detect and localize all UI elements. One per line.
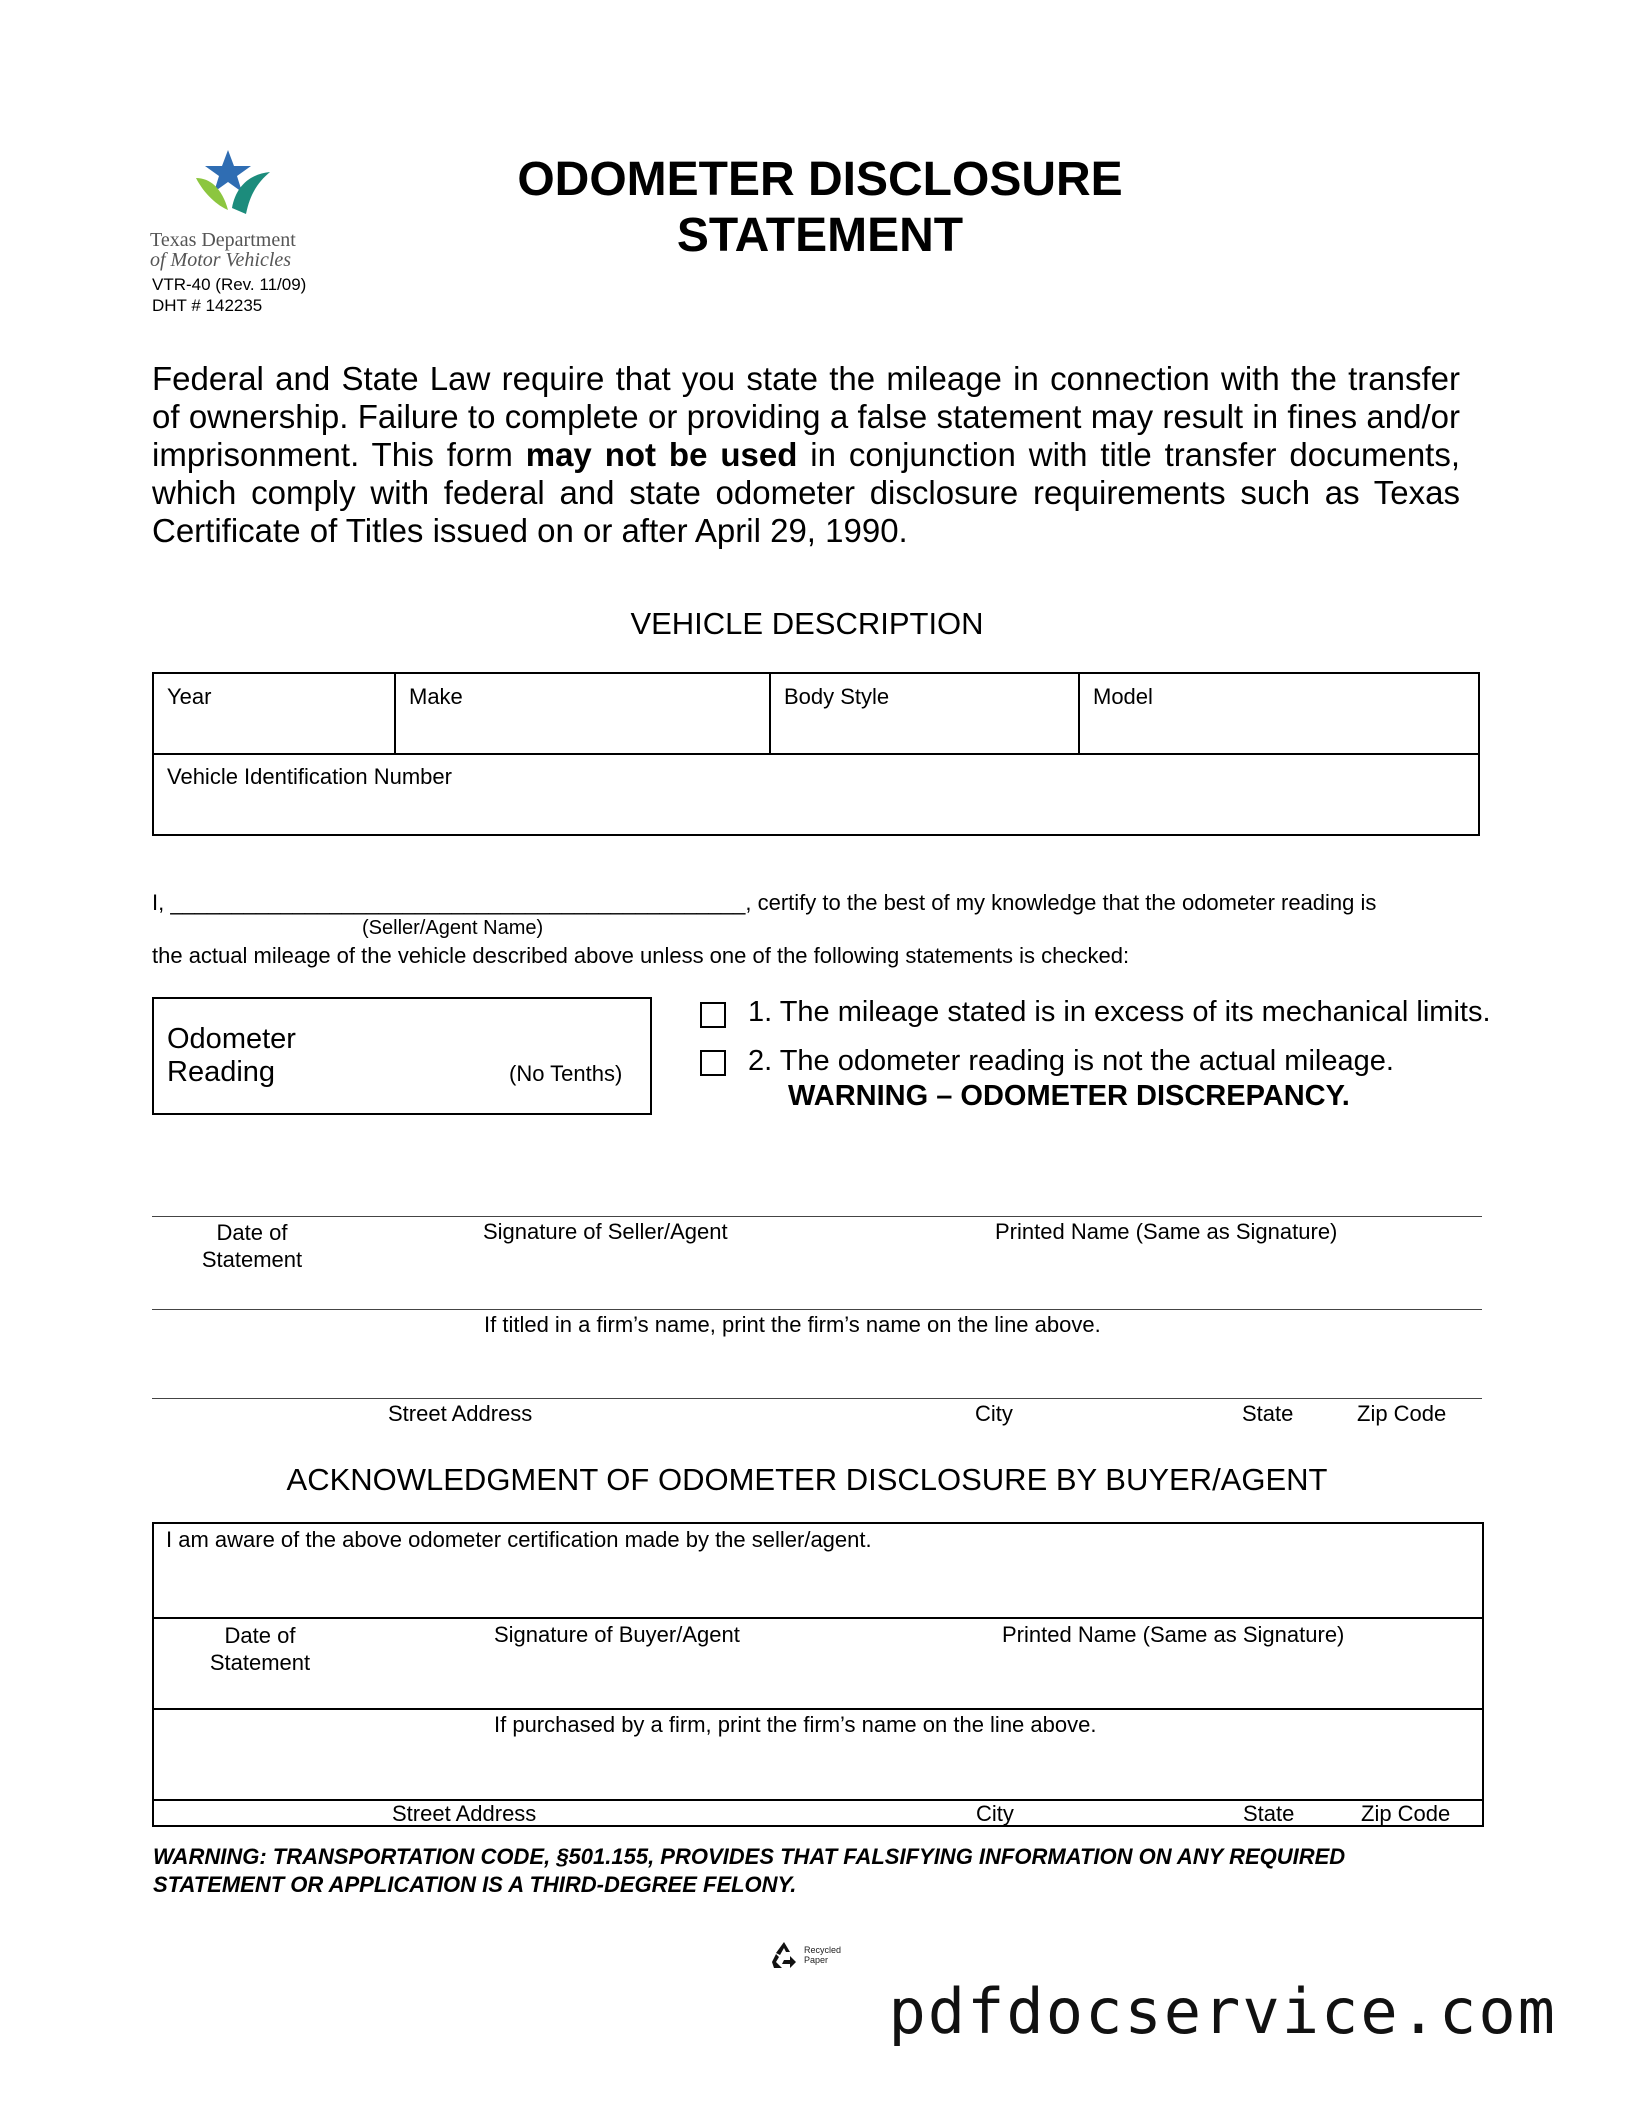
seller-name-caption: (Seller/Agent Name) [362, 917, 544, 939]
buyer-zip-label[interactable]: Zip Code [1361, 1801, 1451, 1826]
buyer-signature-label[interactable]: Signature of Buyer/Agent [494, 1622, 740, 1647]
felony-warning-line2: STATEMENT OR APPLICATION IS A THIRD-DEGREE FELONY. [153, 1872, 797, 1897]
seller-zip-label[interactable]: Zip Code [1357, 1401, 1447, 1426]
buyer-acknowledgment-table [152, 1522, 1484, 1827]
dht-number: DHT # 142235 [152, 296, 263, 315]
agency-name-line2: of Motor Vehicles [150, 249, 292, 271]
agency-name-line1: Texas Department [150, 229, 296, 251]
vehicle-col-divider-3 [1078, 674, 1080, 753]
buyer-date-label[interactable] [170, 1622, 350, 1676]
buyer-printed-name-label[interactable]: Printed Name (Same as Signature) [1002, 1622, 1345, 1647]
felony-warning [153, 1843, 1473, 1899]
buyer-state-label[interactable]: State [1243, 1801, 1295, 1826]
odometer-reading-field[interactable] [152, 997, 652, 1115]
certification-line2: the actual mileage of the vehicle described above unless one of the following statements is checked: [152, 943, 1130, 968]
felony-warning-line1: WARNING: TRANSPORTATION CODE, §501.155, PROVIDES THAT FALSIFYING INFORMATION ON ANY REQUIRED [153, 1844, 1346, 1869]
vehicle-table-divider [154, 753, 1478, 755]
not-actual-mileage-checkbox[interactable] [700, 1050, 726, 1076]
title-line1: ODOMETER DISCLOSURE [517, 153, 1123, 206]
buyer-firm-line [154, 1708, 1482, 1710]
seller-city-label[interactable]: City [975, 1401, 1013, 1426]
star-logo-icon [188, 148, 318, 228]
seller-date-line1: Date of [216, 1220, 288, 1245]
seller-firm-line [152, 1309, 1482, 1310]
buyer-aware-text: I am aware of the above odometer certification made by the seller/agent. [166, 1527, 872, 1552]
year-field[interactable]: Year [167, 684, 212, 709]
no-tenths-label: (No Tenths) [509, 1061, 623, 1086]
intro-paragraph [152, 360, 1460, 550]
seller-street-label[interactable]: Street Address [388, 1401, 533, 1426]
vin-field[interactable]: Vehicle Identification Number [167, 764, 452, 789]
vehicle-section-title: VEHICLE DESCRIPTION [630, 606, 984, 641]
excess-mileage-statement: 1. The mileage stated is in excess of its mechanical limits. [748, 996, 1491, 1028]
recycled-paper-mark [768, 1940, 841, 1970]
watermark-text: pdfdocservice.com [888, 1975, 1557, 2048]
vehicle-col-divider-1 [394, 674, 396, 753]
page-title [470, 152, 1170, 264]
intro-text-b: in conjunction with title transfer documents, which comply with federal and state odometer disclosure requirements such as Texas Certificate of Titles issued on or after April 29, 1990. [152, 436, 1461, 549]
form-number: VTR-40 (Rev. 11/09) [152, 275, 307, 294]
recycled-label-2: Paper [804, 1955, 829, 1965]
seller-state-label[interactable]: State [1242, 1401, 1294, 1426]
buyer-date-line1: Date of [224, 1623, 296, 1648]
recycled-label-1: Recycled [804, 1945, 842, 1955]
seller-signature-label[interactable]: Signature of Seller/Agent [483, 1219, 728, 1244]
model-field[interactable]: Model [1093, 684, 1153, 709]
seller-signature-line [152, 1216, 1482, 1217]
buyer-firm-note[interactable]: If purchased by a firm, print the firm’s name on the line above. [494, 1712, 1097, 1737]
recycle-icon [768, 1940, 800, 1970]
seller-date-label[interactable] [162, 1219, 342, 1273]
body-style-field[interactable]: Body Style [784, 684, 890, 709]
odometer-label-2: Reading [167, 1056, 276, 1088]
buyer-section-title: ACKNOWLEDGMENT OF ODOMETER DISCLOSURE BY BUYER/AGENT [286, 1462, 1328, 1497]
buyer-date-line2: Statement [209, 1650, 311, 1675]
vehicle-col-divider-2 [769, 674, 771, 753]
seller-date-line2: Statement [201, 1247, 303, 1272]
vehicle-table [152, 672, 1480, 836]
buyer-street-label[interactable]: Street Address [392, 1801, 537, 1826]
seller-address-line [152, 1398, 1482, 1399]
make-field[interactable]: Make [409, 684, 463, 709]
title-line2: STATEMENT [676, 209, 964, 262]
odometer-discrepancy-warning: WARNING – ODOMETER DISCREPANCY. [788, 1080, 1350, 1112]
seller-name-line[interactable]: I, _______________________________________________, certify to the best of my knowledge that the odometer reading is [152, 890, 1377, 915]
seller-firm-note[interactable]: If titled in a firm’s name, print the firm’s name on the line above. [484, 1312, 1101, 1337]
buyer-city-label[interactable]: City [976, 1801, 1014, 1826]
intro-bold-text: may not be used [525, 436, 798, 473]
buyer-signature-line [154, 1617, 1482, 1619]
intro-text-a: Federal and State Law require that you state the mileage in connection with the transfer of ownership. Failure to complete or providing a false statement may result in fines and/or imprisonment. This form [152, 360, 1460, 473]
not-actual-mileage-statement: 2. The odometer reading is not the actual mileage. [748, 1045, 1394, 1077]
seller-printed-name-label[interactable]: Printed Name (Same as Signature) [995, 1219, 1338, 1244]
odometer-label-1: Odometer [167, 1023, 296, 1055]
excess-mileage-checkbox[interactable] [700, 1002, 726, 1028]
